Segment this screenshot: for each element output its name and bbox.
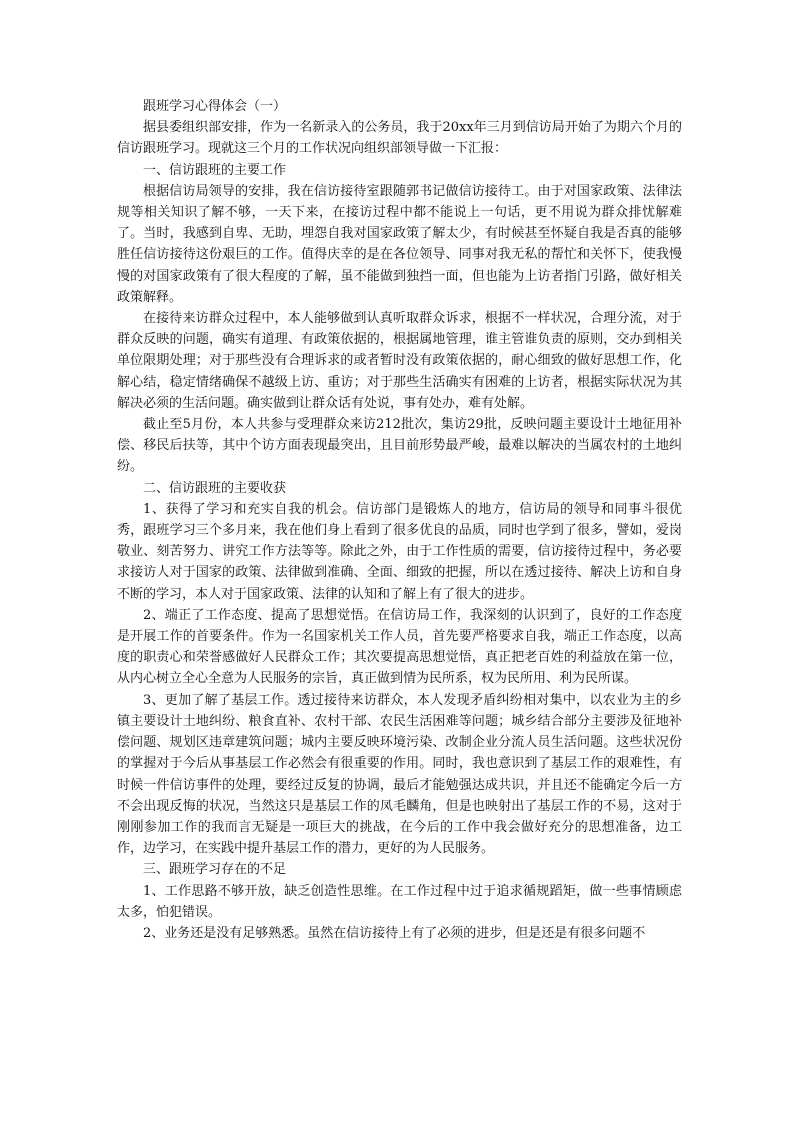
section-heading: 二、信访跟班的主要收获 bbox=[143, 480, 287, 496]
document-title: 跟班学习心得体会（一） bbox=[143, 99, 287, 114]
paragraph: 截止至5月份，本人共参与受理群众来访212批次，集访29批，反映问题主要设计土地征用补偿、移民后扶等，其中个访方面表现最突出，且目前形势最严峻，最难以解决的当属农村的土地纠纷。 bbox=[117, 417, 682, 475]
paragraph: 根据信访局领导的安排，我在信访接待室跟随郭书记做信访接待工。由于对国家政策、法律法规等相关知识了解不够，一天下来，在接访过程中都不能说上一句话，更不用说为群众排忧解难了。当时，我感到自卑、无助，埋怨自我对国家政策了解太少，有时候甚至怀疑自我是否真的能够胜任信访接待这份艰巨的工作。值得庆幸的是在各位领导、同事对我无私的帮忙和关怀下，使我慢慢的对国家政策有了很大程度的了解，虽不能做到独挡一面，但也能为上访者指门引路，做好相关政策解释。 bbox=[117, 183, 682, 305]
paragraph: 3、更加了解了基层工作。透过接待来访群众，本人发现矛盾纠纷相对集中，以农业为主的乡镇主要设计土地纠纷、粮食直补、农村干部、农民生活困难等问题；城乡结合部分主要涉及征地补偿问题、规划区违章建筑问题；城内主要反映环境污染、改制企业分流人员生活问题。这些状况份的掌握对于今后从事基层工作必然会有很重要的作用。同时，我也意识到了基层工作的艰难性，有时候一件信访事件的处理，要经过反复的协调，最后才能勉强达成共识，并且还不能确定今后一方不会出现反悔的状况，当然这只是基层工作的凤毛麟角，但是也映射出了基层工作的不易，这对于刚刚参加工作的我而言无疑是一项巨大的挑战，在今后的工作中我会做好充分的思想准备，边工作，边学习，在实践中提升基层工作的潜力，更好的为人民服务。 bbox=[117, 692, 682, 857]
document-page bbox=[117, 96, 682, 944]
paragraph: 在接待来访群众过程中，本人能够做到认真听取群众诉求，根据不一样状况，合理分流，对于群众反映的问题，确实有道理、有政策依据的，根据属地管理，谁主管谁负责的原则，交办到相关单位限期处理；对于那些没有合理诉求的或者暂时没有政策依据的，耐心细致的做好思想工作，化解心结，稳定情绪确保不越级上访、重访；对于那些生活确实有困难的上访者，根据实际状况为其解决必须的生活问题。确实做到让群众话有处说，事有处办，难有处解。 bbox=[117, 311, 682, 411]
paragraph: 1、获得了学习和充实自我的机会。信访部门是锻炼人的地方，信访局的领导和同事斗很优秀，跟班学习三个多月来，我在他们身上看到了很多优良的品质，同时也学到了很多，譬如，爱岗敬业、刻苦努力、讲究工作方法等等。除此之外，由于工作性质的需要，信访接待过程中，务必要求接访人对于国家的政策、法律做到准确、全面、细致的把握，所以在透过接待、解决上访和自身不断的学习，本人对于国家政策、法律的认知和了解上有了很大的进步。 bbox=[117, 501, 682, 602]
section-heading: 三、跟班学习存在的不足 bbox=[143, 862, 287, 878]
paragraph: 1、工作思路不够开放，缺乏创造性思维。在工作过程中过于追求循规蹈矩，做一些事情顾虑太多，怕犯错误。 bbox=[117, 883, 682, 920]
section-heading: 一、信访跟班的主要工作 bbox=[143, 162, 287, 178]
paragraph: 据县委组织部安排，作为一名新录入的公务员，我于20xx年三月到信访局开始了为期六个月的信访跟班学习。现就这三个月的工作状况向组织部领导做一下汇报： bbox=[117, 120, 682, 157]
paragraph: 2、业务还是没有足够熟悉。虽然在信访接待上有了必须的进步，但是还是有很多问题不 bbox=[143, 925, 646, 941]
document-body bbox=[117, 117, 682, 944]
paragraph: 2、端正了工作态度、提高了思想觉悟。在信访局工作，我深刻的认识到了，良好的工作态度是开展工作的首要条件。作为一名国家机关工作人员，首先要严格要求自我，端正工作态度，以高度的职责心和荣誉感做好人民群众工作；其次要提高思想觉悟，真正把老百姓的利益放在第一位，从内心树立全心全意为人民服务的宗旨，真正做到情为民所系，权为民所用、利为民所谋。 bbox=[117, 607, 682, 687]
